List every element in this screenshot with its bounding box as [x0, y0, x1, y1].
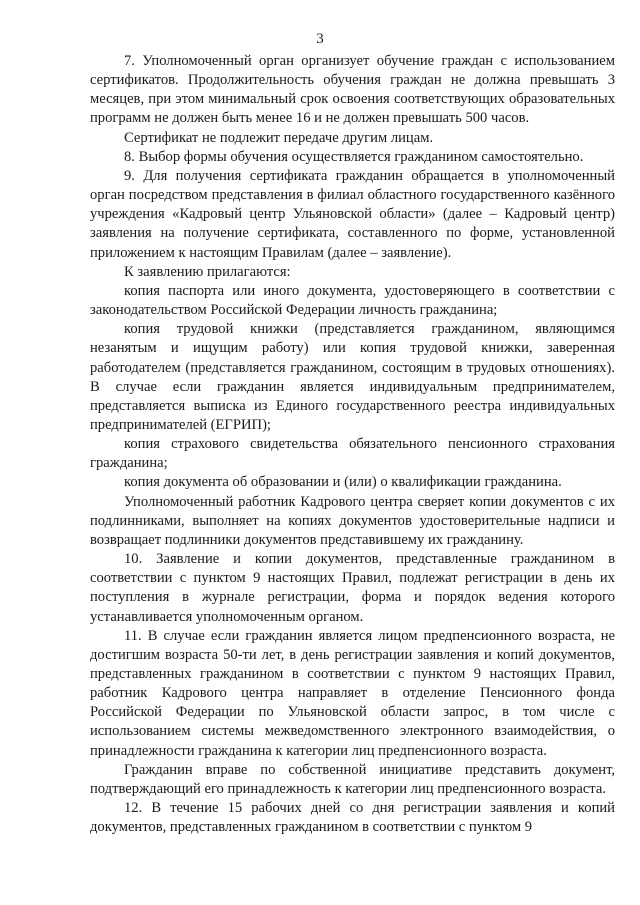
paragraph-attachments-intro: К заявлению прилагаются:	[124, 263, 291, 280]
paragraph-own-initiative: Гражданин вправе по собственной инициативе представить документ, подтверждающий его принадлежность к категории лиц предпенсионного возраста.	[90, 761, 615, 797]
page-number: 3	[316, 31, 324, 47]
paragraph-work-book-copy: копия трудовой книжки (представляется гражданином, являющимся незанятым и ищущим работу) или копия трудовой книжки, заверенная работодателем (представляется гражданином, состоящим в трудовых отношениях). В случае если гражданин является индивидуальным предпринимателем, представляется выписка из Единого государственного реестра индивидуальных предпринимателей (ЕГРИП);	[90, 321, 615, 433]
paragraph-7: 7. Уполномоченный орган организует обучение граждан с использованием сертификатов. Продолжительность обучения граждан не должна превышать 3 месяцев, при этом минимальный срок освоения соответствующих образовательных программ не должен быть менее 16 и не должен превышать 500 часов.	[90, 53, 615, 127]
paragraph-certificate-transfer: Сертификат не подлежит передаче другим лицам.	[124, 129, 434, 146]
paragraph-verification: Уполномоченный работник Кадрового центра сверяет копии документов с их подлинниками, выполняет на копиях документов удостоверительные надписи и возвращает подлинники документов представившему их гражданину.	[90, 493, 615, 548]
document-body	[90, 52, 615, 837]
paragraph-passport-copy: копия паспорта или иного документа, удостоверяющего в соответствии с законодательством Российской Федерации личность гражданина;	[90, 282, 615, 319]
paragraph-11: 11. В случае если гражданин является лицом предпенсионного возраста, не достигшим возраста 50-ти лет, в день регистрации заявления и копий документов, представленных гражданином в соответствии с пунктом 9 настоящих Правил, работник Кадрового центра направляет в отделение Пенсионного фонда Российской Федерации по Ульяновской области запрос, в том числе с использованием системы межведомственного электронного взаимодействия, о принадлежности гражданина к категории лиц предпенсионного возраста.	[90, 627, 615, 759]
paragraph-education-copy: копия документа об образовании и (или) о квалификации гражданина.	[124, 474, 562, 491]
paragraph-9: 9. Для получения сертификата гражданин обращается в уполномоченный орган посредством представления в филиал областного государственного казённого учреждения «Кадровый центр Ульяновской области» (далее – Кадровый центр) заявления на получение сертификата, составленного по форме, установленной приложением к настоящим Правилам (далее – заявление).	[90, 167, 615, 261]
paragraph-8: 8. Выбор формы обучения осуществляется гражданином самостоятельно.	[124, 148, 584, 165]
paragraph-12: 12. В течение 15 рабочих дней со дня регистрации заявления и копий документов, представленных гражданином в соответствии с пунктом 9	[90, 800, 615, 836]
paragraph-insurance-copy: копия страхового свидетельства обязательного пенсионного страхования гражданина;	[90, 436, 615, 472]
paragraph-10: 10. Заявление и копии документов, представленные гражданином в соответствии с пунктом 9 настоящих Правил, подлежат регистрации в день их поступления в журнале регистрации, форма и порядок ведения которого устанавливается уполномоченным органом.	[90, 551, 615, 625]
